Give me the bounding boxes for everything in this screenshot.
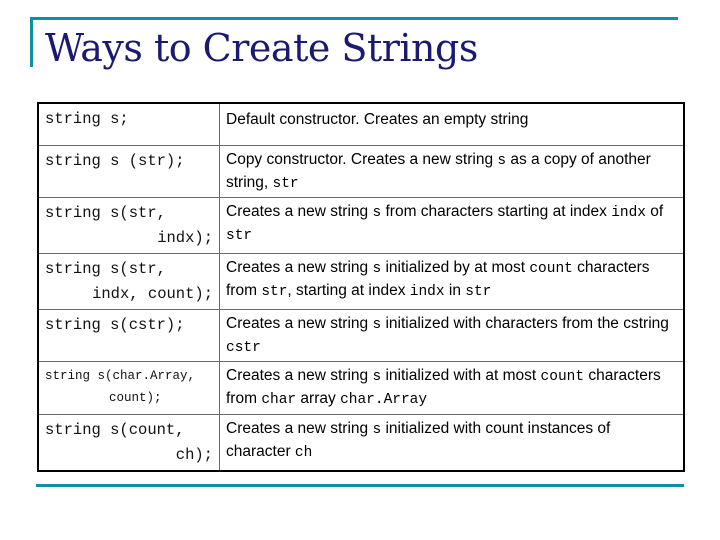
desc-code: indx: [409, 283, 445, 300]
constructors-table: [37, 102, 685, 472]
desc-text: Creates a new string: [226, 419, 373, 437]
desc-text: in: [444, 281, 466, 299]
code-cell: [38, 414, 220, 471]
description-cell: [220, 145, 685, 197]
desc-code: str: [465, 283, 492, 300]
desc-text: Default constructor. Creates an empty string: [226, 111, 529, 128]
table-row: [38, 145, 684, 197]
code-line: string s;: [45, 110, 129, 128]
code-line: string s(count,: [45, 420, 185, 439]
table-row: [38, 197, 684, 253]
desc-code: s: [372, 204, 382, 221]
bottom-accent-line: [36, 484, 684, 487]
code-cell: [38, 197, 220, 253]
code-cell: [38, 253, 220, 309]
desc-code: s: [372, 260, 382, 277]
desc-text: as a copy of another string,: [226, 150, 651, 191]
description-cell: [220, 361, 685, 414]
desc-code: count: [529, 260, 573, 277]
code-line: string s(str,: [45, 259, 166, 278]
code-line: string s (str);: [45, 151, 185, 170]
desc-text: Creates a new string: [226, 314, 373, 332]
desc-code: s: [372, 421, 382, 438]
table-row: [38, 361, 684, 414]
desc-text: Creates a new string: [226, 202, 373, 220]
desc-code: s: [372, 316, 382, 333]
table-row: [38, 309, 684, 361]
desc-text: , starting at index: [287, 281, 410, 299]
desc-text: characters from: [226, 366, 661, 407]
desc-text: initialized with count instances of character: [226, 419, 611, 460]
code-line: string s(char.Array,: [45, 368, 196, 383]
desc-code: s: [497, 152, 507, 169]
code-cell: [38, 145, 220, 197]
description-cell: [220, 414, 685, 471]
left-accent-line: [30, 17, 33, 67]
code-line: string s(cstr);: [45, 315, 185, 334]
desc-text: array: [296, 389, 341, 407]
description-cell: [220, 253, 685, 309]
desc-code: char.Array: [340, 391, 428, 408]
desc-text: of: [646, 202, 664, 220]
code-line: indx);: [157, 228, 213, 247]
code-line: string s(str,: [45, 203, 166, 222]
desc-text: from characters starting at index: [381, 202, 612, 220]
desc-code: s: [372, 368, 382, 385]
desc-text: initialized with at most: [381, 366, 541, 384]
code-line: count);: [109, 390, 162, 405]
code-cell: [38, 103, 220, 145]
table-row: [38, 414, 684, 471]
description-cell: [220, 197, 685, 253]
desc-code: str: [261, 283, 288, 300]
code-line: ch);: [175, 445, 213, 464]
page-title: Ways to Create Strings: [45, 26, 478, 70]
description-cell: [220, 309, 685, 361]
desc-text: characters from: [226, 258, 650, 299]
desc-code: ch: [294, 444, 313, 461]
desc-text: initialized by at most: [381, 258, 530, 276]
desc-text: Creates a new string: [226, 366, 373, 384]
code-cell: [38, 309, 220, 361]
code-line: indx, count);: [92, 284, 213, 303]
table-row: [38, 103, 684, 145]
desc-text: Copy constructor. Creates a new string: [226, 150, 498, 168]
desc-code: count: [540, 368, 585, 385]
desc-code: cstr: [226, 339, 261, 356]
desc-code: char: [261, 391, 297, 408]
desc-text: initialized with characters from the cstring: [381, 314, 669, 332]
code-cell: [38, 361, 220, 414]
top-accent-line: [30, 17, 678, 20]
desc-code: str: [272, 175, 299, 192]
desc-code: str: [226, 227, 253, 244]
description-cell: [220, 103, 685, 145]
desc-text: Creates a new string: [226, 258, 373, 276]
desc-code: indx: [611, 204, 646, 221]
table-row: [38, 253, 684, 309]
